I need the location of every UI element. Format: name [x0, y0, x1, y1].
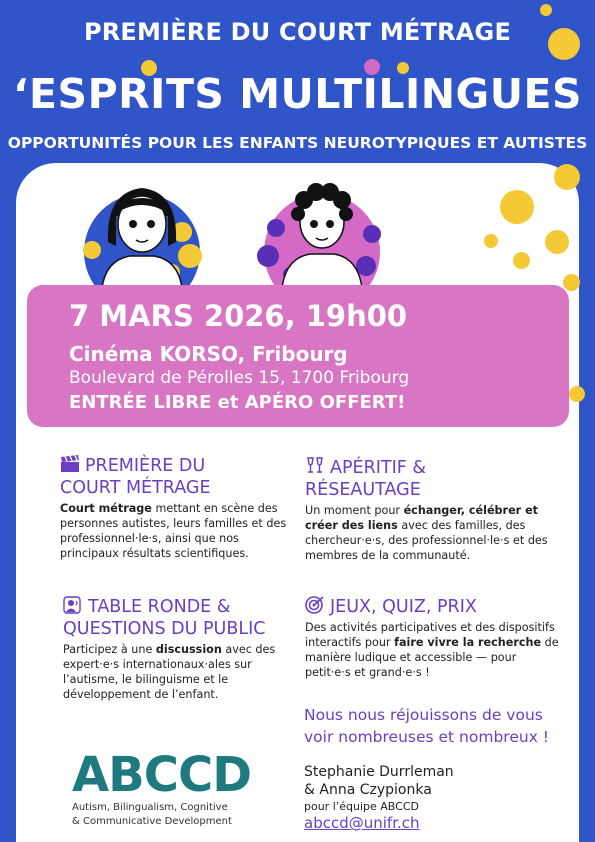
glasses-icon: [305, 457, 325, 475]
section-jeux-title: JEUX, QUIZ, PRIX: [305, 596, 565, 618]
yellow-dot: [513, 252, 530, 269]
section-table-ronde-text: Participez à une discussion avec des expert·e·s internationaux·ales sur l’autisme, le bilinguisme et le développement de l’enfant.: [63, 643, 276, 701]
logo-wordmark: ABCCD: [72, 747, 252, 803]
yellow-dot: [484, 234, 498, 248]
header-line-1: PREMIÈRE DU COURT MÉTRAGE: [83, 18, 512, 46]
yellow-dot: [500, 190, 534, 224]
section-jeux-text: Des activités participatives et des dispositifs interactifs pour faire vivre la recherche de manière ludique et accessible — pour petit·e·s et grand·e·s !: [305, 621, 559, 679]
closing-message: Nous nous réjouissons de vous voir nombreuses et nombreux !: [304, 706, 550, 746]
section-premiere: [60, 455, 290, 561]
event-address: Boulevard de Pérolles 15, 1700 Fribourg: [69, 368, 410, 388]
section-apero-text: Un moment pour échanger, célébrer et créer des liens avec des familles, des chercheur·e·s, des professionnel·le·s et des membres de la communauté.: [305, 504, 548, 562]
signature-team: pour l’équipe ABCCD: [304, 800, 419, 813]
section-premiere-text: Court métrage mettant en scène des personnes autistes, leurs familles et des professionnel·le·s, ainsi que nos principaux résultats scientifiques.: [60, 502, 287, 560]
abccd-logo: [72, 747, 252, 828]
girl-illustration-left: [72, 172, 212, 288]
header-title: ‘ESPRITS MULTILINGUES: [12, 70, 583, 118]
event-venue: Cinéma KORSO, Fribourg: [69, 342, 348, 366]
speaker-icon: [63, 596, 83, 614]
yellow-dot: [554, 164, 580, 190]
email-link[interactable]: abccd@unifr.ch: [304, 814, 420, 832]
section-table-ronde-title: TABLE RONDE & QUESTIONS DU PUBLIC: [63, 597, 266, 639]
yellow-dot: [563, 274, 580, 291]
target-icon: [305, 596, 325, 614]
signature-name-2: & Anna Czypionka: [304, 782, 432, 798]
header-subtitle: OPPORTUNITÉS POUR LES ENFANTS NEUROTYPIQUES ET AUTISTES: [7, 134, 588, 152]
boy-illustration-right: [250, 172, 390, 288]
yellow-dot: [569, 386, 585, 402]
signature-name-1: Stephanie Durrleman: [304, 764, 454, 780]
event-banner: [27, 285, 569, 427]
section-premiere-title: PREMIÈRE DU COURT MÉTRAGE: [60, 456, 211, 498]
section-table-ronde: [63, 596, 288, 702]
signature: [304, 763, 454, 832]
section-apero: [305, 457, 565, 563]
clapperboard-icon: [60, 455, 80, 473]
event-free-entry: ENTRÉE LIBRE et APÉRO OFFERT!: [69, 392, 406, 413]
yellow-dot: [545, 230, 569, 254]
section-jeux: [305, 596, 565, 680]
yellow-dot: [540, 4, 552, 16]
event-date: 7 MARS 2026, 19h00: [69, 299, 408, 333]
logo-tagline-1: Autism, Bilingualism, Cognitive: [72, 802, 228, 813]
logo-tagline-2: & Communicative Development: [72, 816, 232, 827]
section-apero-title: APÉRITIF & RÉSEAUTAGE: [305, 458, 427, 500]
